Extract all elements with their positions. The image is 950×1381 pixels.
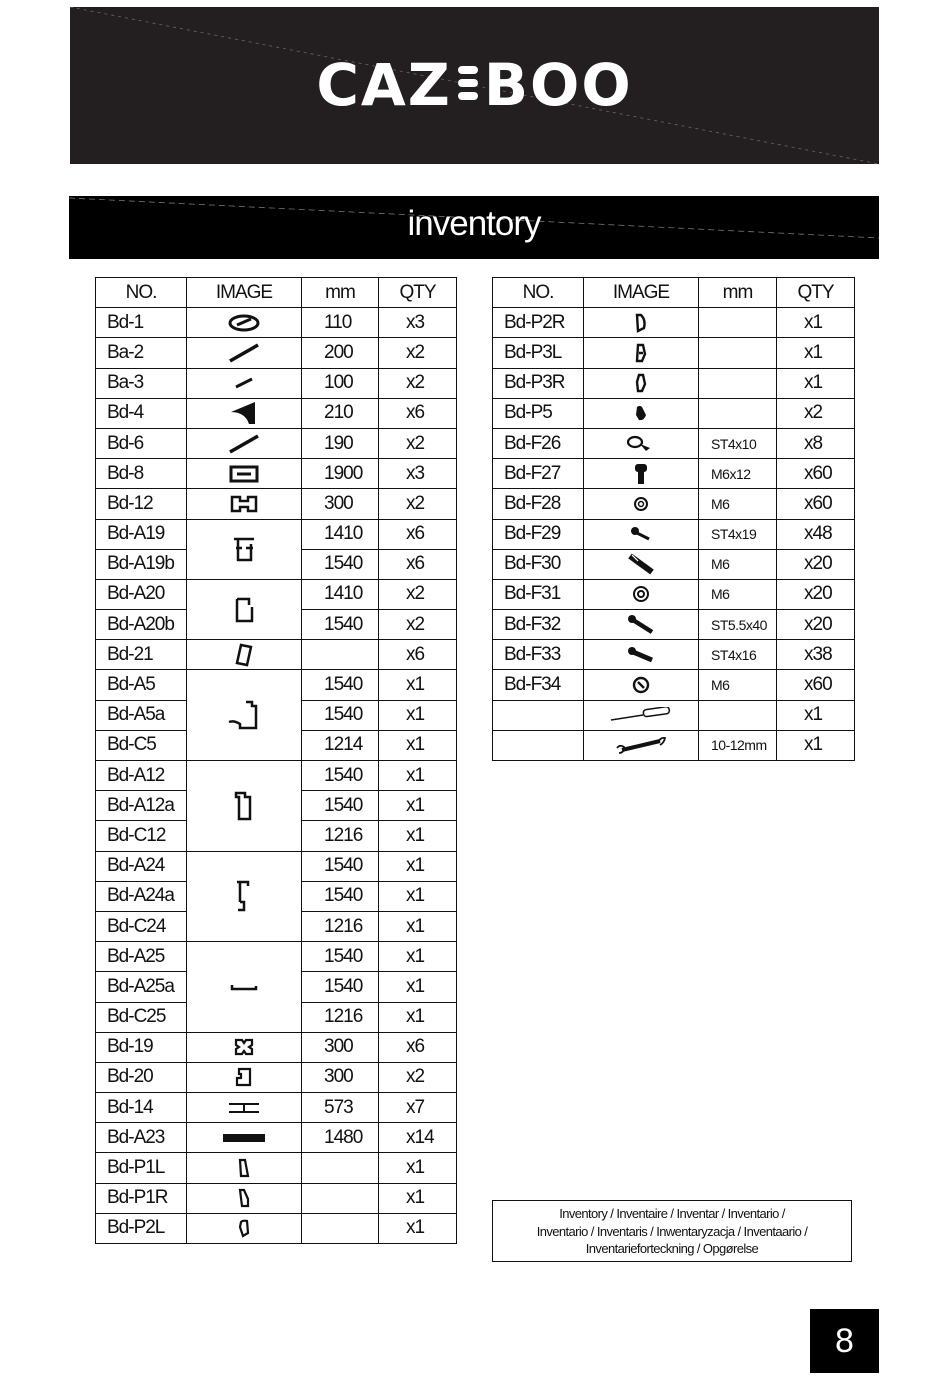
table-row — [493, 700, 855, 730]
part-length: 1540 — [302, 761, 379, 791]
part-image — [584, 700, 699, 730]
part-image — [187, 428, 302, 458]
part-size — [699, 368, 777, 398]
part-image — [584, 579, 699, 609]
part-size: M6 — [699, 670, 777, 700]
hook-profile-icon — [232, 878, 256, 914]
part-quantity: x6 — [379, 519, 457, 549]
part-number: Bd-F31 — [493, 579, 584, 609]
table-row — [96, 1062, 457, 1092]
part-size — [699, 700, 777, 730]
header-image: IMAGE — [187, 278, 302, 308]
part-length: 1540 — [302, 610, 379, 640]
part-number: Bd-C24 — [96, 911, 187, 941]
part-number: Bd-19 — [96, 1032, 187, 1062]
brand-logo — [70, 51, 879, 119]
part-number: Bd-1 — [96, 308, 187, 338]
part-quantity: x60 — [777, 489, 855, 519]
table-row — [493, 398, 855, 428]
part-length: 300 — [302, 1062, 379, 1092]
part-image — [187, 851, 302, 942]
part-number: Bd-14 — [96, 1093, 187, 1123]
part-image — [187, 398, 302, 428]
table-row — [96, 308, 457, 338]
part-image — [187, 1032, 302, 1062]
part-number: Bd-A5a — [96, 700, 187, 730]
inventory-table-right — [492, 277, 855, 761]
table-row — [493, 338, 855, 368]
part-length — [302, 1183, 379, 1213]
part-quantity: x6 — [379, 549, 457, 579]
table-row — [493, 519, 855, 549]
table-row — [96, 368, 457, 398]
part-number: Bd-P2R — [493, 308, 584, 338]
part-image — [584, 398, 699, 428]
cross-profile-icon — [233, 1037, 255, 1057]
table-row — [96, 1153, 457, 1183]
part-quantity: x3 — [379, 308, 457, 338]
part-length: 1540 — [302, 972, 379, 1002]
part-image — [584, 428, 699, 458]
part-number: Bd-F30 — [493, 549, 584, 579]
part-quantity: x1 — [777, 368, 855, 398]
table-row — [96, 851, 457, 881]
wrench-icon — [614, 734, 668, 756]
part-image — [187, 1093, 302, 1123]
part-number: Bd-4 — [96, 398, 187, 428]
table-row — [96, 459, 457, 489]
translations-box — [492, 1200, 852, 1262]
table-row — [96, 1183, 457, 1213]
part-size — [699, 398, 777, 428]
part-number: Bd-C5 — [96, 730, 187, 760]
part-number: Bd-A12 — [96, 761, 187, 791]
table-row — [96, 519, 457, 549]
part-quantity: x14 — [379, 1123, 457, 1153]
part-quantity: x20 — [777, 579, 855, 609]
part-quantity: x3 — [379, 459, 457, 489]
part-quantity: x2 — [379, 338, 457, 368]
section-title-bar — [69, 196, 879, 259]
part-number — [493, 700, 584, 730]
corner-bracket-icon — [229, 400, 259, 426]
header-mm: mm — [699, 278, 777, 308]
part-image — [187, 1123, 302, 1153]
part-number: Bd-A23 — [96, 1123, 187, 1153]
part-number: Bd-C12 — [96, 821, 187, 851]
table-row — [493, 549, 855, 579]
screwdriver-icon — [609, 707, 673, 723]
part-number: Bd-6 — [96, 428, 187, 458]
part-length: 1216 — [302, 821, 379, 851]
part-number: Bd-F33 — [493, 640, 584, 670]
part-image — [584, 519, 699, 549]
part-length: 1216 — [302, 911, 379, 941]
header-qty: QTY — [777, 278, 855, 308]
part-image — [187, 338, 302, 368]
end-cap-icon — [634, 342, 648, 364]
table-row — [96, 398, 457, 428]
part-quantity: x1 — [777, 308, 855, 338]
part-length: 1540 — [302, 881, 379, 911]
part-image — [187, 519, 302, 579]
part-number: Bd-F29 — [493, 519, 584, 549]
clip-cap-icon — [633, 403, 649, 423]
part-length: 1540 — [302, 549, 379, 579]
page-number: 8 — [810, 1309, 879, 1373]
short-brace-icon — [233, 376, 255, 390]
part-number: Bd-P2L — [96, 1213, 187, 1243]
part-quantity: x1 — [777, 338, 855, 368]
part-image — [187, 1213, 302, 1243]
table-row — [96, 579, 457, 609]
panel-strip-icon — [221, 1132, 267, 1144]
part-quantity: x20 — [777, 610, 855, 640]
part-size: ST4x10 — [699, 428, 777, 458]
part-length: 1480 — [302, 1123, 379, 1153]
part-number: Bd-P3L — [493, 338, 584, 368]
part-number: Bd-A24 — [96, 851, 187, 881]
part-quantity: x8 — [777, 428, 855, 458]
part-image — [187, 308, 302, 338]
part-number: Bd-P3R — [493, 368, 584, 398]
part-number: Ba-3 — [96, 368, 187, 398]
part-image — [584, 730, 699, 760]
connector-profile-icon — [229, 494, 259, 514]
table-row — [493, 670, 855, 700]
part-quantity: x2 — [777, 398, 855, 428]
part-size: ST5.5x40 — [699, 610, 777, 640]
part-image — [187, 1062, 302, 1092]
table-row — [96, 1213, 457, 1243]
part-quantity: x48 — [777, 519, 855, 549]
table-row — [493, 459, 855, 489]
part-number: Bd-A20b — [96, 610, 187, 640]
table-row — [493, 489, 855, 519]
part-length: 300 — [302, 489, 379, 519]
part-length: 200 — [302, 338, 379, 368]
translation-line: Inventory / Inventaire / Inventar / Inventario / — [559, 1206, 785, 1221]
part-quantity: x2 — [379, 579, 457, 609]
part-length: 1540 — [302, 670, 379, 700]
table-row — [96, 1093, 457, 1123]
part-image — [584, 549, 699, 579]
part-size — [699, 308, 777, 338]
table-row — [96, 942, 457, 972]
part-image — [584, 640, 699, 670]
washer-icon — [632, 585, 650, 603]
part-length: 1216 — [302, 1002, 379, 1032]
translation-line: Inventarieforteckning / Opgørelse — [585, 1241, 759, 1256]
ring-clip-icon — [227, 313, 261, 333]
part-quantity: x1 — [777, 700, 855, 730]
part-length — [302, 1153, 379, 1183]
brand-banner — [70, 7, 879, 164]
table-header-row — [493, 278, 855, 308]
part-quantity: x2 — [379, 610, 457, 640]
header-no: NO. — [96, 278, 187, 308]
screw-icon — [626, 434, 656, 454]
part-image — [584, 368, 699, 398]
part-number: Bd-F28 — [493, 489, 584, 519]
plate-icon — [234, 643, 254, 667]
header-no: NO. — [493, 278, 584, 308]
part-length — [302, 640, 379, 670]
part-length: 190 — [302, 428, 379, 458]
part-quantity: x1 — [379, 1002, 457, 1032]
part-image — [584, 489, 699, 519]
part-quantity: x1 — [379, 881, 457, 911]
brace-bar-icon — [227, 342, 261, 364]
part-number: Bd-A19b — [96, 549, 187, 579]
table-row — [96, 489, 457, 519]
part-image — [584, 670, 699, 700]
logo-text-left: CAZ — [316, 51, 452, 119]
part-number: Bd-P1R — [96, 1183, 187, 1213]
long-screw-icon — [626, 614, 656, 636]
part-quantity: x1 — [379, 851, 457, 881]
part-number: Bd-A24a — [96, 881, 187, 911]
part-size: M6 — [699, 549, 777, 579]
part-quantity: x6 — [379, 640, 457, 670]
part-number: Bd-A20 — [96, 579, 187, 609]
screw-icon — [626, 645, 656, 665]
part-number: Bd-P5 — [493, 398, 584, 428]
part-quantity: x38 — [777, 640, 855, 670]
part-length: 1410 — [302, 579, 379, 609]
part-quantity: x1 — [379, 942, 457, 972]
part-image — [187, 459, 302, 489]
translation-line: Inventario / Inventaris / Inwentaryzacja / Inventaario / — [536, 1223, 808, 1239]
end-cap-icon — [634, 372, 648, 394]
part-number: Bd-C25 — [96, 1002, 187, 1032]
part-length: 110 — [302, 308, 379, 338]
gutter-profile-icon — [226, 698, 262, 732]
part-quantity: x60 — [777, 670, 855, 700]
part-size: M6x12 — [699, 459, 777, 489]
part-quantity: x60 — [777, 459, 855, 489]
part-image — [584, 610, 699, 640]
part-quantity: x1 — [379, 911, 457, 941]
part-quantity: x2 — [379, 428, 457, 458]
table-row — [493, 428, 855, 458]
part-number: Bd-20 — [96, 1062, 187, 1092]
part-quantity: x1 — [379, 670, 457, 700]
table-row — [493, 730, 855, 760]
logo-text-right: BOO — [483, 51, 633, 119]
part-number: Bd-12 — [96, 489, 187, 519]
part-quantity: x2 — [379, 489, 457, 519]
part-quantity: x1 — [379, 1213, 457, 1243]
part-number: Bd-21 — [96, 640, 187, 670]
part-length: 1540 — [302, 700, 379, 730]
channel-profile-icon — [231, 595, 257, 625]
part-number: Ba-2 — [96, 338, 187, 368]
nut-icon — [633, 496, 649, 512]
part-size: M6 — [699, 579, 777, 609]
part-number: Bd-F34 — [493, 670, 584, 700]
table-row — [493, 610, 855, 640]
part-size: ST4x16 — [699, 640, 777, 670]
corner-profile-icon — [233, 1066, 255, 1088]
table-row — [493, 368, 855, 398]
end-cap-icon — [237, 1187, 251, 1209]
part-quantity: x1 — [379, 700, 457, 730]
part-length: 100 — [302, 368, 379, 398]
part-quantity: x1 — [379, 791, 457, 821]
part-image — [187, 368, 302, 398]
part-quantity: x7 — [379, 1093, 457, 1123]
table-row — [96, 640, 457, 670]
part-size: 10-12mm — [699, 730, 777, 760]
part-number: Bd-A12a — [96, 791, 187, 821]
frame-profile-icon — [229, 465, 259, 483]
screw-icon — [629, 525, 653, 543]
part-image — [187, 579, 302, 639]
part-number: Bd-A5 — [96, 670, 187, 700]
table-row — [493, 308, 855, 338]
table-row — [96, 670, 457, 700]
bolt-icon — [633, 462, 649, 486]
beam-profile-icon — [231, 789, 257, 823]
part-length: 1214 — [302, 730, 379, 760]
part-quantity: x1 — [379, 1183, 457, 1213]
part-image — [187, 1153, 302, 1183]
table-row — [96, 1123, 457, 1153]
part-quantity: x1 — [379, 821, 457, 851]
part-image — [187, 670, 302, 761]
anchor-icon — [626, 552, 656, 576]
table-row — [493, 640, 855, 670]
part-number: Bd-8 — [96, 459, 187, 489]
part-length: 1900 — [302, 459, 379, 489]
table-row — [96, 1032, 457, 1062]
header-mm: mm — [302, 278, 379, 308]
part-number: Bd-F26 — [493, 428, 584, 458]
table-header-row — [96, 278, 457, 308]
part-quantity: x20 — [777, 549, 855, 579]
part-number: Bd-A25 — [96, 942, 187, 972]
part-number: Bd-A25a — [96, 972, 187, 1002]
table-row — [96, 338, 457, 368]
page-title: inventory — [407, 204, 541, 243]
part-quantity: x2 — [379, 1062, 457, 1092]
part-image — [187, 942, 302, 1033]
part-image — [584, 338, 699, 368]
table-row — [96, 428, 457, 458]
part-length: 1540 — [302, 851, 379, 881]
part-length: 573 — [302, 1093, 379, 1123]
cap-nut-icon — [632, 676, 650, 694]
part-length: 210 — [302, 398, 379, 428]
header-qty: QTY — [379, 278, 457, 308]
inventory-table-left — [95, 277, 457, 1244]
part-quantity: x1 — [379, 1153, 457, 1183]
channel-profile-icon — [231, 534, 257, 564]
part-length — [302, 1213, 379, 1243]
part-quantity: x1 — [777, 730, 855, 760]
part-length: 1540 — [302, 942, 379, 972]
part-image — [187, 761, 302, 852]
part-size: M6 — [699, 489, 777, 519]
end-cap-icon — [634, 312, 648, 334]
h-profile-icon — [227, 1101, 261, 1115]
part-number: Bd-F27 — [493, 459, 584, 489]
part-size: ST4x19 — [699, 519, 777, 549]
part-quantity: x1 — [379, 972, 457, 1002]
part-length: 1410 — [302, 519, 379, 549]
table-row — [493, 579, 855, 609]
part-quantity: x1 — [379, 761, 457, 791]
table-row — [96, 761, 457, 791]
part-length: 300 — [302, 1032, 379, 1062]
part-number: Bd-P1L — [96, 1153, 187, 1183]
part-image — [187, 489, 302, 519]
part-number: Bd-A19 — [96, 519, 187, 549]
brace-bar-icon — [227, 433, 261, 455]
logo-separator-icon — [456, 62, 480, 104]
part-quantity: x6 — [379, 1032, 457, 1062]
part-size — [699, 338, 777, 368]
part-length: 1540 — [302, 791, 379, 821]
part-number — [493, 730, 584, 760]
flat-profile-icon — [229, 981, 259, 993]
part-quantity: x6 — [379, 398, 457, 428]
part-quantity: x2 — [379, 368, 457, 398]
header-image: IMAGE — [584, 278, 699, 308]
part-number: Bd-F32 — [493, 610, 584, 640]
part-image — [187, 1183, 302, 1213]
part-image — [584, 459, 699, 489]
part-image — [584, 308, 699, 338]
part-quantity: x1 — [379, 730, 457, 760]
part-image — [187, 640, 302, 670]
end-cap-icon — [237, 1157, 251, 1179]
end-cap-icon — [237, 1217, 251, 1239]
